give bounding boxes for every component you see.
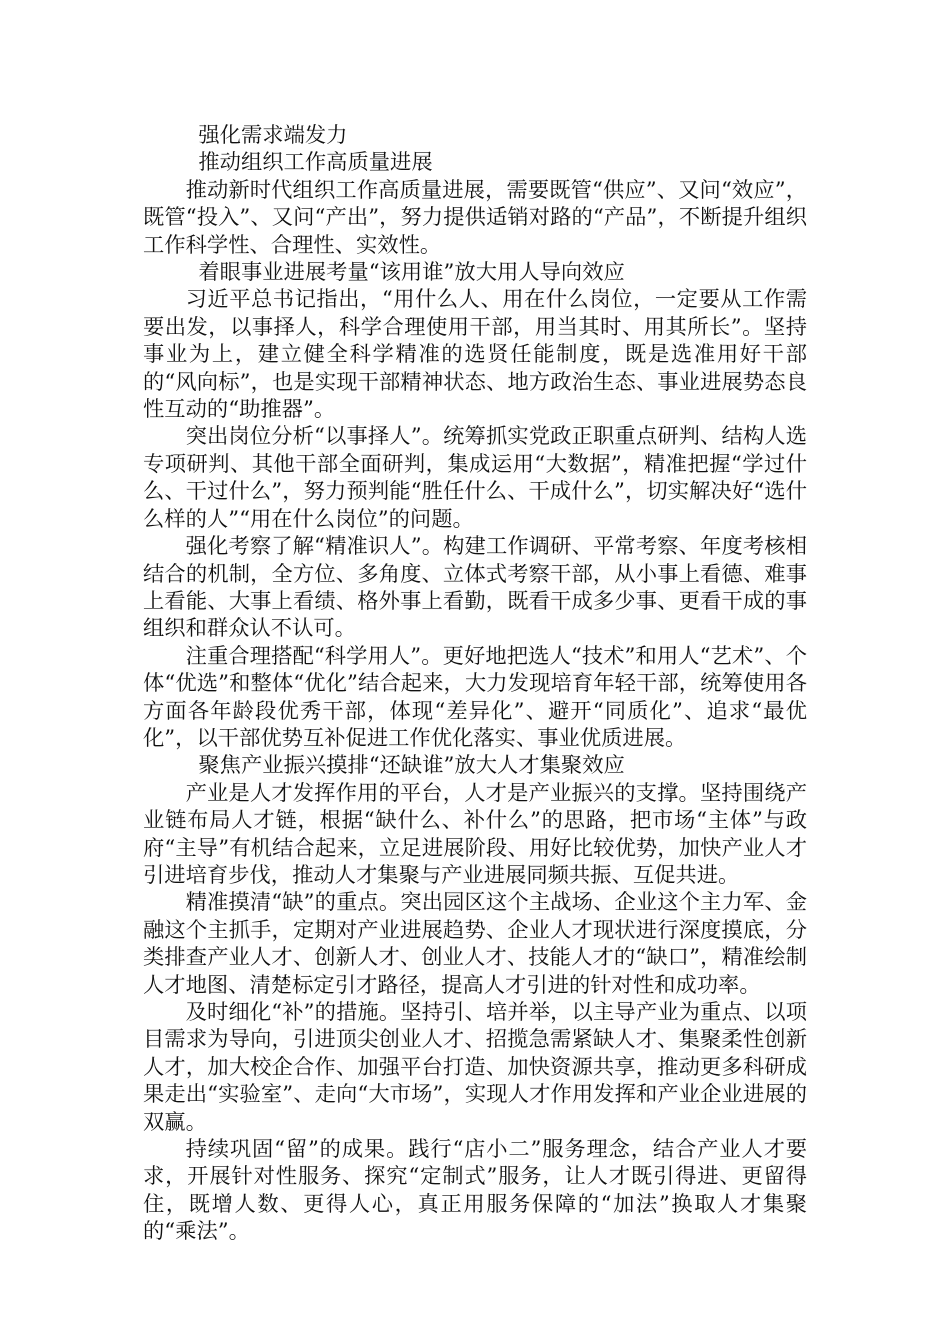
paragraph: 产业是人才发挥作用的平台，人才是产业振兴的支撑。坚持围绕产业链布局人才链，根据“缺什么、补什么”的思路，把市场“主体”与政府“主导”有机结合起来，立足进展阶段、用好比较优势，加快产业人才引进培育步伐，推动人才集聚与产业进展同频共振、互促共进。 xyxy=(143,780,807,888)
paragraph: 注重合理搭配“科学用人”。更好地把选人“技术”和用人“艺术”、个体“优选”和整体“优化”结合起来，大力发现培育年轻干部，统筹使用各方面各年龄段优秀干部，体现“差异化”、避开“同质化”、追求“最优化”，以干部优势互补促进工作优化落实、事业优质进展。 xyxy=(143,643,807,751)
paragraph: 强化考察了解“精准识人”。构建工作调研、平常考察、年度考核相结合的机制，全方位、多角度、立体式考察干部，从小事上看德、难事上看能、大事上看绩、格外事上看勤，既看干成多少事、更看干成的事组织和群众认不认可。 xyxy=(143,534,807,642)
article-body xyxy=(143,122,807,1246)
paragraph: 突出岗位分析“以事择人”。统筹抓实党政正职重点研判、结构人选专项研判、其他干部全面研判，集成运用“大数据”，精准把握“学过什么、干过什么”，努力预判能“胜任什么、干成什么”，切实解决好“选什么样的人”“用在什么岗位”的问题。 xyxy=(143,424,807,532)
paragraph: 精准摸清“缺”的重点。突出园区这个主战场、企业这个主力军、金融这个主抓手，定期对产业进展趋势、企业人才现状进行深度摸底，分类排查产业人才、创新人才、创业人才、技能人才的“缺口”，精准绘制人才地图、清楚标定引才路径，提高人才引进的针对性和成功率。 xyxy=(143,890,807,998)
paragraph: 习近平总书记指出，“用什么人、用在什么岗位，一定要从工作需要出发，以事择人，科学合理使用干部，用当其时、用其所长”。坚持事业为上，建立健全科学精准的选贤任能制度，既是选准用好干部的“风向标”，也是实现干部精神状态、地方政治生态、事业进展势态良性互动的“助推器”。 xyxy=(143,287,807,423)
article-title-line-2: 推动组织工作高质量进展 xyxy=(198,150,433,176)
paragraph: 及时细化“补”的措施。坚持引、培并举，以主导产业为重点、以项目需求为导向，引进顶尖创业人才、招揽急需紧缺人才、集聚柔性创新人才，加大校企合作、加强平台打造、加快资源共享，推动更多科研成果走出“实验室”、走向“大市场”，实现人才作用发挥和产业企业进展的双赢。 xyxy=(143,1000,807,1135)
paragraph: 推动新时代组织工作高质量进展，需要既管“供应”、又问“效应”，既管“投入”、又问“产出”，努力提供适销对路的“产品”，不断提升组织工作科学性、合理性、实效性。 xyxy=(143,177,807,258)
section-heading: 着眼事业进展考量“该用谁”放大用人导向效应 xyxy=(198,260,625,286)
section-heading: 聚焦产业振兴摸排“还缺谁”放大人才集聚效应 xyxy=(198,753,625,779)
paragraph: 持续巩固“留”的成果。践行“店小二”服务理念，结合产业人才要求，开展针对性服务、探究“定制式”服务，让人才既引得进、更留得住，既增人数、更得人心，真正用服务保障的“加法”换取人才集聚的“乘法”。 xyxy=(143,1137,807,1245)
article-title-line-1: 强化需求端发力 xyxy=(198,123,348,148)
